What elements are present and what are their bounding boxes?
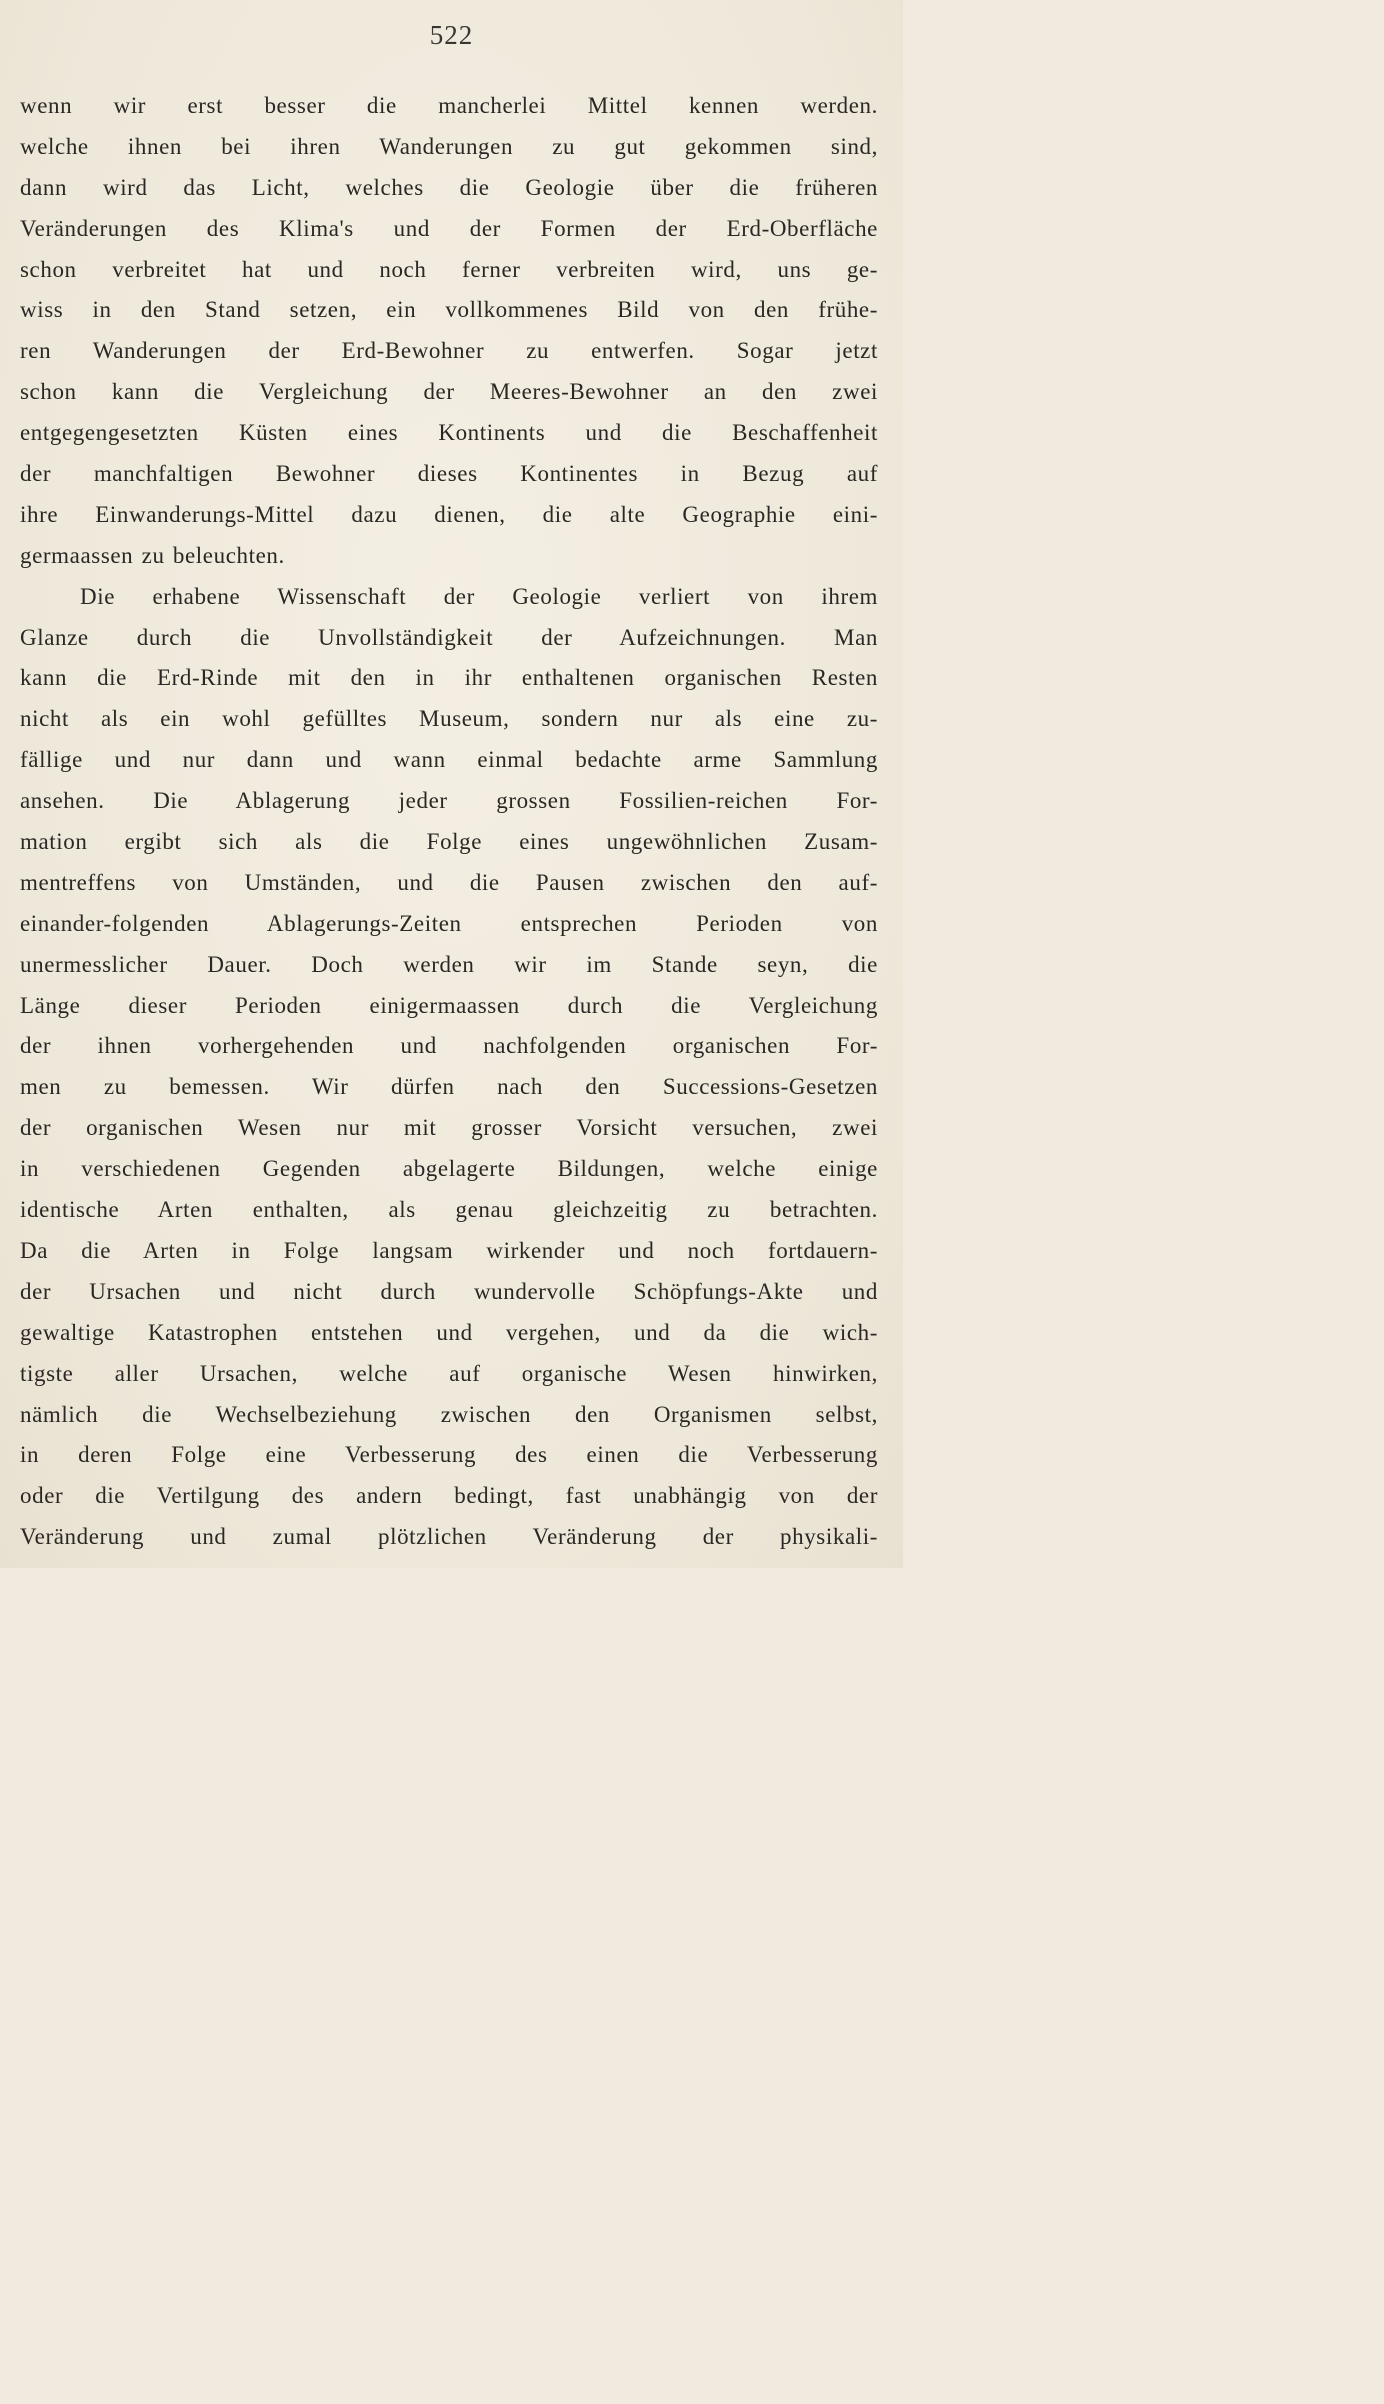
text-line: in deren Folge eine Verbesserung des einen die Verbesserung [20,1442,878,1468]
text-line: Länge dieser Perioden einigermaassen durch die Vergleichung [20,992,878,1018]
text-line: schon kann die Vergleichung der Meeres-Bewohner an den zwei [20,379,878,405]
text-line: fällige und nur dann und wann einmal bedachte arme Sammlung [20,747,878,773]
text-line: welche ihnen bei ihren Wanderungen zu gut gekommen sind, [20,133,878,159]
text-line: unermesslicher Dauer. Doch werden wir im Stande seyn, die [20,951,878,977]
text-line: dann wird das Licht, welches die Geologie über die früheren [20,174,878,200]
text-line: oder die Vertilgung des andern bedingt, fast unabhängig von der [20,1483,878,1509]
text-line: identische Arten enthalten, als genau gleichzeitig zu betrachten. [20,1197,878,1223]
text-line: einander-folgenden Ablagerungs-Zeiten entsprechen Perioden von [20,910,878,936]
text-line: schon verbreitet hat und noch ferner verbreiten wird, uns ge- [20,256,878,282]
page-number: 522 [429,20,474,50]
text-line: gewaltige Katastrophen entstehen und vergehen, und da die wich- [20,1319,878,1345]
text-line: nämlich die Wechselbeziehung zwischen den Organismen selbst, [20,1401,878,1427]
text-line: ansehen. Die Ablagerung jeder grossen Fossilien-reichen For- [20,788,878,814]
text-line: Da die Arten in Folge langsam wirkender und noch fortdauern- [20,1237,878,1263]
text-line: Veränderungen des Klima's und der Formen der Erd-Oberfläche [20,215,878,241]
text-line: kann die Erd-Rinde mit den in ihr enthaltenen organischen Resten [20,665,878,691]
text-line: men zu bemessen. Wir dürfen nach den Successions-Gesetzen [20,1074,878,1100]
text-line: Die erhabene Wissenschaft der Geologie verliert von ihrem [80,583,878,609]
text-line: in verschiedenen Gegenden abgelagerte Bildungen, welche einige [20,1156,878,1182]
text-line: der manchfaltigen Bewohner dieses Kontinentes in Bezug auf [20,461,878,487]
text-line: nicht als ein wohl gefülltes Museum, sondern nur als eine zu- [20,706,878,732]
body-text [20,86,878,1558]
text-line: wiss in den Stand setzen, ein vollkommenes Bild von den frühe- [20,297,878,323]
text-line: der organischen Wesen nur mit grosser Vorsicht versuchen, zwei [20,1115,878,1141]
text-line: der Ursachen und nicht durch wundervolle Schöpfungs-Akte und [20,1278,878,1304]
text-line: entgegengesetzten Küsten eines Kontinents und die Beschaffenheit [20,420,878,446]
text-line: wenn wir erst besser die mancherlei Mittel kennen werden. [20,93,878,118]
text-line: tigste aller Ursachen, welche auf organische Wesen hinwirken, [20,1360,878,1386]
text-line: der ihnen vorhergehenden und nachfolgenden organischen For- [20,1033,878,1059]
book-page [0,0,903,1568]
text-line: Veränderung und zumal plötzlichen Veränderung der physikali- [20,1524,878,1550]
text-line: ihre Einwanderungs-Mittel dazu dienen, die alte Geographie eini- [20,501,878,527]
text-line: ren Wanderungen der Erd-Bewohner zu entwerfen. Sogar jetzt [20,338,878,364]
text-line: germaassen zu beleuchten. [20,542,285,568]
text-line: mentreffens von Umständen, und die Pausen zwischen den auf- [20,869,878,895]
text-line: Glanze durch die Unvollständigkeit der Aufzeichnungen. Man [20,624,878,650]
text-line: mation ergibt sich als die Folge eines ungewöhnlichen Zusam- [20,829,878,855]
